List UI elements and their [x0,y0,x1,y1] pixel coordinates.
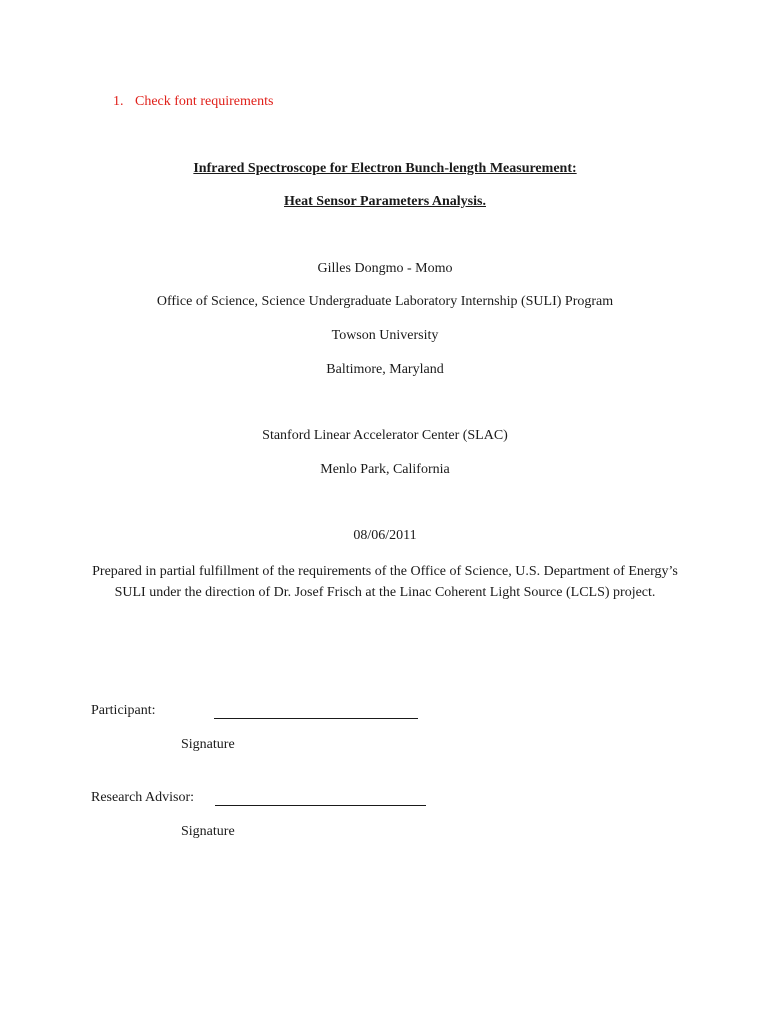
host-institution: Stanford Linear Accelerator Center (SLAC) [262,428,508,443]
host-location: Menlo Park, California [320,462,450,477]
fulfillment-statement: Prepared in partial fulfillment of the requirements of the Office of Science, U.S. Department of Energy’s SULI under the direction of Dr. Josef Frisch at the Linac Coherent Light Source (LCLS) project. [92,564,678,600]
note-number: 1. [113,94,124,109]
author-program: Office of Science, Science Undergraduate Laboratory Internship (SULI) Program [156,294,614,309]
participant-signature-caption: Signature [181,737,235,752]
participant-signature-line [214,718,418,719]
advisor-signature-caption: Signature [181,824,235,839]
author-name: Gilles Dongmo - Momo [317,261,453,276]
title-line-2: Heat Sensor Parameters Analysis. [284,194,486,209]
participant-label: Participant: [91,703,156,718]
report-date: 08/06/2011 [353,528,417,543]
advisor-label: Research Advisor: [91,790,195,805]
author-university: Towson University [331,328,439,343]
title-line-1: Infrared Spectroscope for Electron Bunch-length Measurement: [193,161,577,176]
font-requirement-note [113,94,273,110]
note-text: Check font requirements [135,94,274,109]
author-location: Baltimore, Maryland [326,362,444,377]
advisor-signature-line [215,805,426,806]
